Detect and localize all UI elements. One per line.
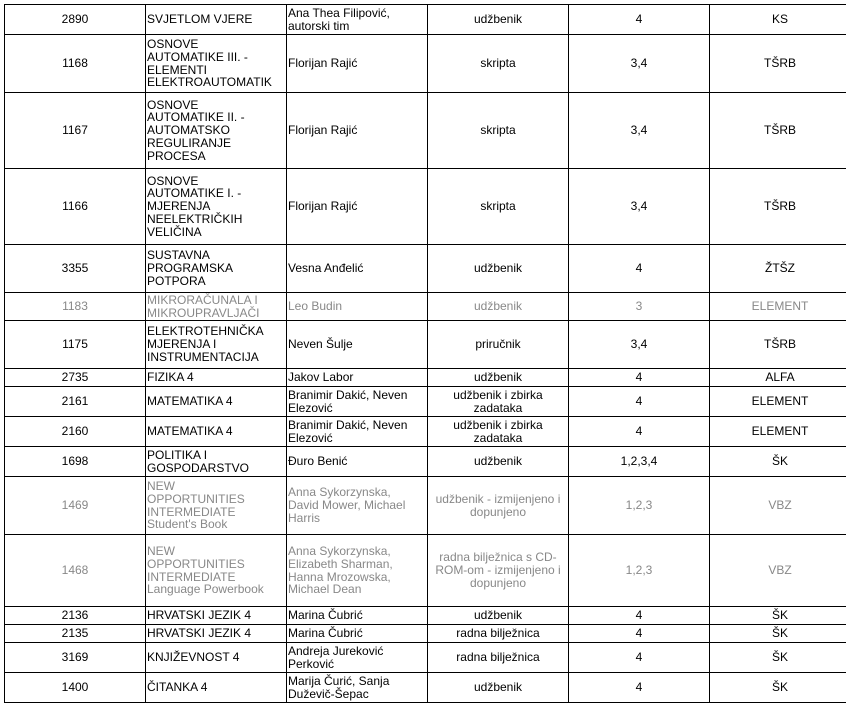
book-author-cell-line: Ana Thea Filipović, [288, 7, 426, 20]
book-type-cell [428, 169, 569, 245]
book-author-cell-line: Duževič-Šepac [288, 688, 426, 701]
book-title-cell [146, 625, 287, 643]
book-type-cell-line: radna bilježnica s CD- [429, 551, 567, 564]
book-grade-cell: 4 [569, 387, 710, 417]
book-code-cell: 1175 [5, 321, 146, 369]
book-type-cell-line: ROM-om - izmijenjeno i [429, 564, 567, 577]
book-title-cell-line: INTERMEDIATE [147, 506, 285, 519]
book-grade-cell: 1,2,3 [569, 535, 710, 607]
book-title-cell-line: Student's Book [147, 518, 285, 531]
book-author-cell [287, 387, 428, 417]
book-grade-cell: 4 [569, 369, 710, 387]
book-author-cell-line: Florijan Rajić [288, 200, 426, 213]
book-type-cell [428, 35, 569, 93]
book-type-cell [428, 293, 569, 321]
book-title-cell-line: PROGRAMSKA [147, 262, 285, 275]
book-title-cell-line: ČITANKA 4 [147, 681, 285, 694]
book-code-cell: 3169 [5, 643, 146, 673]
book-publisher-cell: ŠK [710, 643, 846, 673]
book-publisher-cell: ELEMENT [710, 293, 846, 321]
book-title-cell [146, 369, 287, 387]
book-author-cell-line: David Mower, Michael [288, 499, 426, 512]
table-row [5, 673, 846, 703]
table-row [5, 447, 846, 477]
book-author-cell-line: Marina Čubrić [288, 627, 426, 640]
book-author-cell [287, 35, 428, 93]
book-type-cell [428, 245, 569, 293]
book-type-cell-line: zadataka [429, 432, 567, 445]
book-author-cell-line: Harris [288, 512, 426, 525]
book-code-cell: 1166 [5, 169, 146, 245]
book-title-cell [146, 607, 287, 625]
book-title-cell [146, 673, 287, 703]
book-author-cell [287, 625, 428, 643]
book-title-cell-line: NEW [147, 545, 285, 558]
book-title-cell-line: MJERENJA [147, 200, 285, 213]
book-title-cell-line: MATEMATIKA 4 [147, 425, 285, 438]
book-type-cell [428, 387, 569, 417]
book-title-cell-line: AUTOMATIKE III. - [147, 51, 285, 64]
table-row [5, 35, 846, 93]
book-type-cell [428, 321, 569, 369]
book-type-cell-line: udžbenik [429, 262, 567, 275]
book-author-cell-line: Elezović [288, 432, 426, 445]
book-author-cell [287, 607, 428, 625]
book-title-cell-line: AUTOMATIKE I. - [147, 187, 285, 200]
book-type-cell [428, 417, 569, 447]
book-code-cell: 2136 [5, 607, 146, 625]
book-author-cell-line: Anna Sykorzynska, [288, 545, 426, 558]
book-type-cell-line: udžbenik [429, 609, 567, 622]
table-row [5, 321, 846, 369]
table-row [5, 93, 846, 169]
book-publisher-cell: ŠK [710, 625, 846, 643]
book-type-cell [428, 477, 569, 535]
book-publisher-cell: ŠK [710, 447, 846, 477]
book-author-cell-line: Florijan Rajić [288, 124, 426, 137]
book-author-cell [287, 369, 428, 387]
book-title-cell-line: Language Powerbook [147, 583, 285, 596]
book-code-cell: 1183 [5, 293, 146, 321]
book-title-cell-line: SUSTAVNA [147, 249, 285, 262]
book-grade-cell: 4 [569, 245, 710, 293]
book-title-cell-line: REGULIRANJE [147, 137, 285, 150]
book-type-cell [428, 369, 569, 387]
book-author-cell [287, 5, 428, 35]
book-grade-cell: 4 [569, 607, 710, 625]
book-title-cell-line: MIKROUPRAVLJAČI [147, 307, 285, 320]
book-code-cell: 3355 [5, 245, 146, 293]
book-type-cell-line: udžbenik [429, 13, 567, 26]
book-grade-cell: 3,4 [569, 169, 710, 245]
book-title-cell-line: HRVATSKI JEZIK 4 [147, 627, 285, 640]
book-title-cell-line: GOSPODARSTVO [147, 462, 285, 475]
book-type-cell [428, 447, 569, 477]
book-grade-cell: 4 [569, 673, 710, 703]
book-type-cell-line: udžbenik [429, 681, 567, 694]
table-row [5, 369, 846, 387]
table-row [5, 607, 846, 625]
book-grade-cell: 4 [569, 625, 710, 643]
table-row [5, 169, 846, 245]
book-code-cell: 2135 [5, 625, 146, 643]
book-type-cell-line: udžbenik [429, 455, 567, 468]
book-title-cell-line: POTPORA [147, 275, 285, 288]
book-publisher-cell: ELEMENT [710, 417, 846, 447]
book-title-cell [146, 93, 287, 169]
book-title-cell-line: POLITIKA I [147, 449, 285, 462]
book-grade-cell: 4 [569, 643, 710, 673]
book-publisher-cell: TŠRB [710, 321, 846, 369]
book-grade-cell: 3,4 [569, 321, 710, 369]
book-author-cell [287, 673, 428, 703]
book-author-cell [287, 169, 428, 245]
book-author-cell-line: Anna Sykorzynska, [288, 486, 426, 499]
book-title-cell-line: MIKRORAČUNALA I [147, 294, 285, 307]
book-type-cell-line: dopunjeno [429, 577, 567, 590]
book-author-cell-line: Marija Čurić, Sanja [288, 675, 426, 688]
book-title-cell-line: VELIČINA [147, 226, 285, 239]
book-title-cell-line: SVJETLOM VJERE [147, 13, 285, 26]
book-grade-cell: 1,2,3 [569, 477, 710, 535]
book-title-cell [146, 35, 287, 93]
table-row [5, 643, 846, 673]
book-type-cell-line: zadataka [429, 402, 567, 415]
book-author-cell [287, 535, 428, 607]
book-title-cell-line: OPPORTUNITIES [147, 493, 285, 506]
table-row [5, 245, 846, 293]
book-title-cell-line: HRVATSKI JEZIK 4 [147, 609, 285, 622]
book-author-cell [287, 321, 428, 369]
book-title-cell [146, 477, 287, 535]
book-author-cell-line: Florijan Rajić [288, 57, 426, 70]
book-title-cell-line: ELEMENTI [147, 64, 285, 77]
book-code-cell: 2161 [5, 387, 146, 417]
book-publisher-cell: VBZ [710, 477, 846, 535]
book-code-cell: 1168 [5, 35, 146, 93]
book-title-cell-line: FIZIKA 4 [147, 371, 285, 384]
book-title-cell-line: AUTOMATIKE II. - [147, 111, 285, 124]
book-type-cell-line: udžbenik i zbirka [429, 389, 567, 402]
book-type-cell [428, 5, 569, 35]
book-title-cell-line: MATEMATIKA 4 [147, 395, 285, 408]
book-author-cell [287, 93, 428, 169]
table-row [5, 625, 846, 643]
book-author-cell [287, 245, 428, 293]
book-author-cell-line: Branimir Dakić, Neven [288, 419, 426, 432]
book-grade-cell: 3 [569, 293, 710, 321]
book-title-cell-line: ELEKTROTEHNIČKA [147, 325, 285, 338]
book-title-cell-line: NEELEKTRIČKIH [147, 213, 285, 226]
book-author-cell [287, 477, 428, 535]
book-code-cell: 1468 [5, 535, 146, 607]
book-type-cell-line: radna bilježnica [429, 627, 567, 640]
book-title-cell-line: INTERMEDIATE [147, 571, 285, 584]
book-author-cell-line: Perković [288, 658, 426, 671]
book-type-cell-line: priručnik [429, 338, 567, 351]
book-author-cell [287, 643, 428, 673]
book-author-cell-line: Andreja Jureković [288, 645, 426, 658]
book-title-cell-line: KNJIŽEVNOST 4 [147, 651, 285, 664]
book-title-cell-line: NEW [147, 480, 285, 493]
book-publisher-cell: ALFA [710, 369, 846, 387]
book-publisher-cell: ŽTŠZ [710, 245, 846, 293]
book-publisher-cell: ŠK [710, 607, 846, 625]
book-type-cell-line: dopunjeno [429, 506, 567, 519]
table-row [5, 293, 846, 321]
book-type-cell-line: udžbenik [429, 371, 567, 384]
book-publisher-cell: TŠRB [710, 169, 846, 245]
book-title-cell-line: INSTRUMENTACIJA [147, 351, 285, 364]
book-publisher-cell: TŠRB [710, 35, 846, 93]
table-row [5, 5, 846, 35]
book-grade-cell: 3,4 [569, 93, 710, 169]
book-author-cell-line: autorski tim [288, 20, 426, 33]
book-type-cell-line: skripta [429, 124, 567, 137]
book-author-cell [287, 293, 428, 321]
book-publisher-cell: TŠRB [710, 93, 846, 169]
book-author-cell [287, 417, 428, 447]
book-type-cell [428, 93, 569, 169]
book-type-cell-line: udžbenik i zbirka [429, 419, 567, 432]
book-publisher-cell: VBZ [710, 535, 846, 607]
book-author-cell-line: Vesna Anđelić [288, 262, 426, 275]
book-type-cell-line: skripta [429, 57, 567, 70]
book-author-cell-line: Jakov Labor [288, 371, 426, 384]
book-author-cell-line: Elizabeth Sharman, [288, 558, 426, 571]
book-title-cell-line: OSNOVE [147, 99, 285, 112]
book-code-cell: 1698 [5, 447, 146, 477]
book-author-cell-line: Leo Budin [288, 300, 426, 313]
book-code-cell: 2890 [5, 5, 146, 35]
book-title-cell [146, 387, 287, 417]
book-title-cell-line: ELEKTROAUTOMATIK [147, 76, 285, 89]
book-author-cell [287, 447, 428, 477]
book-code-cell: 2735 [5, 369, 146, 387]
book-title-cell [146, 5, 287, 35]
book-title-cell [146, 447, 287, 477]
book-type-cell-line: skripta [429, 200, 567, 213]
book-code-cell: 2160 [5, 417, 146, 447]
book-author-cell-line: Elezović [288, 402, 426, 415]
book-title-cell-line: OSNOVE [147, 175, 285, 188]
book-type-cell [428, 625, 569, 643]
book-grade-cell: 4 [569, 5, 710, 35]
book-code-cell: 1400 [5, 673, 146, 703]
book-author-cell-line: Michael Dean [288, 583, 426, 596]
book-type-cell-line: radna bilježnica [429, 651, 567, 664]
book-code-cell: 1469 [5, 477, 146, 535]
table-row [5, 477, 846, 535]
book-author-cell-line: Marina Čubrić [288, 609, 426, 622]
book-type-cell [428, 673, 569, 703]
book-type-cell [428, 607, 569, 625]
table-body [5, 5, 846, 703]
book-title-cell-line: OSNOVE [147, 38, 285, 51]
textbook-table [4, 4, 846, 703]
book-title-cell-line: AUTOMATSKO [147, 124, 285, 137]
book-author-cell-line: Đuro Benić [288, 455, 426, 468]
table-row [5, 535, 846, 607]
book-publisher-cell: ELEMENT [710, 387, 846, 417]
book-title-cell [146, 321, 287, 369]
book-type-cell-line: udžbenik [429, 300, 567, 313]
book-title-cell-line: OPPORTUNITIES [147, 558, 285, 571]
book-code-cell: 1167 [5, 93, 146, 169]
book-grade-cell: 1,2,3,4 [569, 447, 710, 477]
book-title-cell [146, 643, 287, 673]
book-author-cell-line: Branimir Dakić, Neven [288, 389, 426, 402]
book-title-cell [146, 535, 287, 607]
book-grade-cell: 4 [569, 417, 710, 447]
table-row [5, 387, 846, 417]
book-author-cell-line: Hanna Mrozowska, [288, 571, 426, 584]
table-row [5, 417, 846, 447]
book-publisher-cell: ŠK [710, 673, 846, 703]
book-type-cell [428, 535, 569, 607]
book-title-cell-line: MJERENJA I [147, 338, 285, 351]
book-grade-cell: 3,4 [569, 35, 710, 93]
book-type-cell-line: udžbenik - izmijenjeno i [429, 493, 567, 506]
book-title-cell-line: PROCESA [147, 150, 285, 163]
book-publisher-cell: KS [710, 5, 846, 35]
book-type-cell [428, 643, 569, 673]
book-title-cell [146, 293, 287, 321]
book-title-cell [146, 169, 287, 245]
book-author-cell-line: Neven Šulje [288, 338, 426, 351]
book-title-cell [146, 417, 287, 447]
book-title-cell [146, 245, 287, 293]
